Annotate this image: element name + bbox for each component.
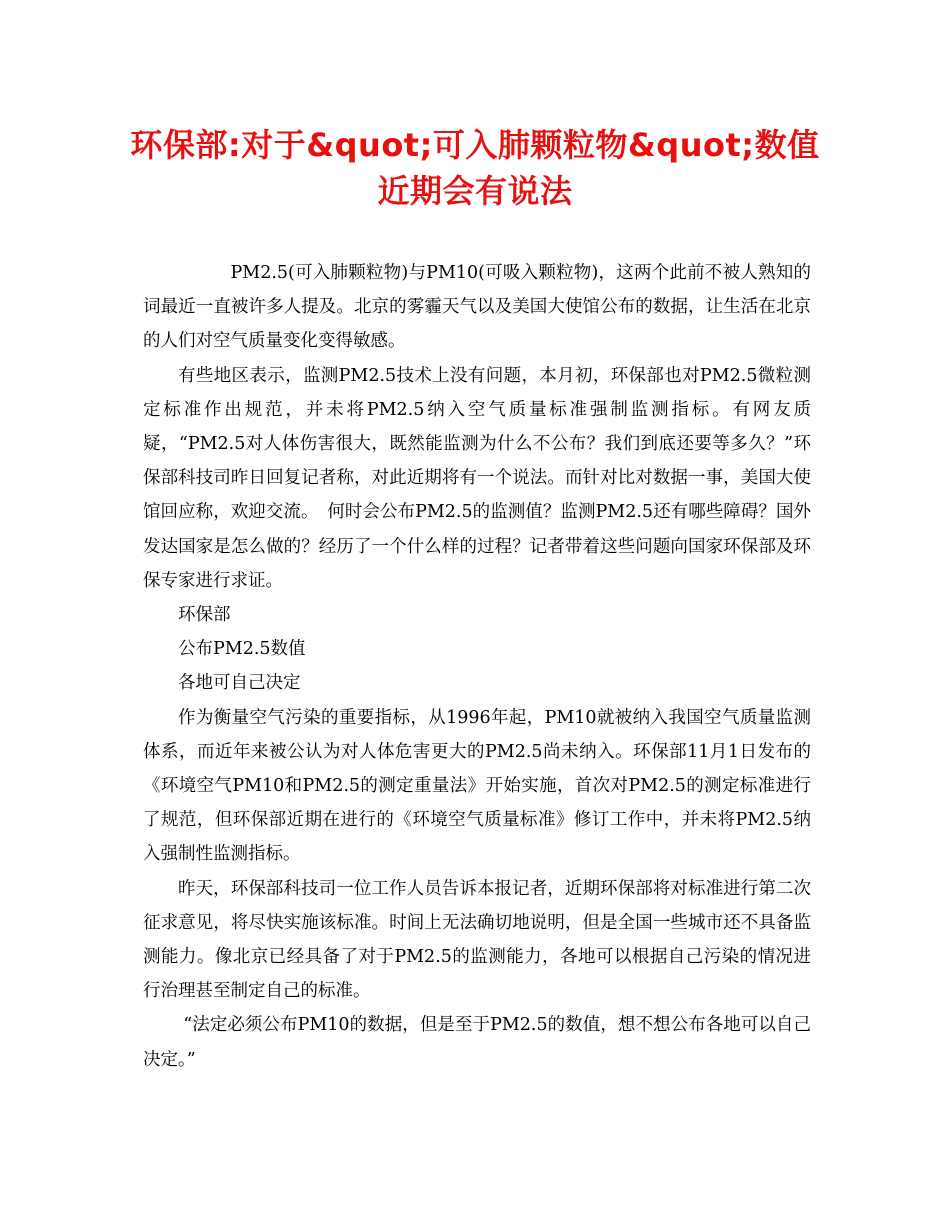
subheading-line-3: 各地可自己决定 <box>178 673 301 694</box>
paragraph-standards: 作为衡量空气污染的重要指标，从1996年起，PM10就被纳入我国空气质量监测体系，而近年来被公认为对人体危害更大的PM2.5尚未纳入。环保部11月1日发布的《环境空气PM10和PM2.5的测定重量法》开始实施，首次对PM2.5的测定标准进行了规范，但环保部近期在进行的《环境空气质量标准》修订工作中，并未将PM2.5纳入强制性监测指标。 <box>143 707 811 865</box>
paragraph-yesterday: 昨天，环保部科技司一位工作人员告诉本报记者，近期环保部将对标准进行第二次征求意见，将尽快实施该标准。时间上无法确切地说明，但是全国一些城市还不具备监测能力。像北京已经具备了对于PM2.5的监测能力，各地可以根据自己污染的情况进行治理甚至制定自己的标准。 <box>143 878 811 1002</box>
paragraph-regions: 有些地区表示，监测PM2.5技术上没有问题，本月初，环保部也对PM2.5微粒测定标准作出规范，并未将PM2.5纳入空气质量标准强制监测指标。有网友质疑，“PM2.5对人体伤害很大，既然能监测为什么不公布？我们到底还要等多久？”环保部科技司昨日回复记者称，对此近期将有一个说法。而针对比对数据一事，美国大使馆回应称，欢迎交流。 何时会公布PM2.5的监测值？监测PM2.5还有哪些障碍？国外发达国家是怎么做的？经历了一个什么样的过程？记者带着这些问题向国家环保部及环保专家进行求证。 <box>143 365 811 591</box>
article-body <box>143 256 811 1077</box>
article-title: 环保部:对于&quot;可入肺颗粒物&quot;数值近期会有说法 <box>130 126 820 210</box>
subheading-line-2: 公布PM2.5数值 <box>178 639 306 660</box>
paragraph-intro: PM2.5(可入肺颗粒物)与PM10(可吸入颗粒物)，这两个此前不被人熟知的词最近一直被许多人提及。北京的雾霾天气以及美国大使馆公布的数据，让生活在北京的人们对空气质量变化变得敏感。 <box>143 263 811 352</box>
paragraph-quote: “法定必须公布PM10的数据，但是至于PM2.5的数值，想不想公布各地可以自己决定。” <box>143 1015 811 1070</box>
subheading-line-1: 环保部 <box>178 605 231 626</box>
